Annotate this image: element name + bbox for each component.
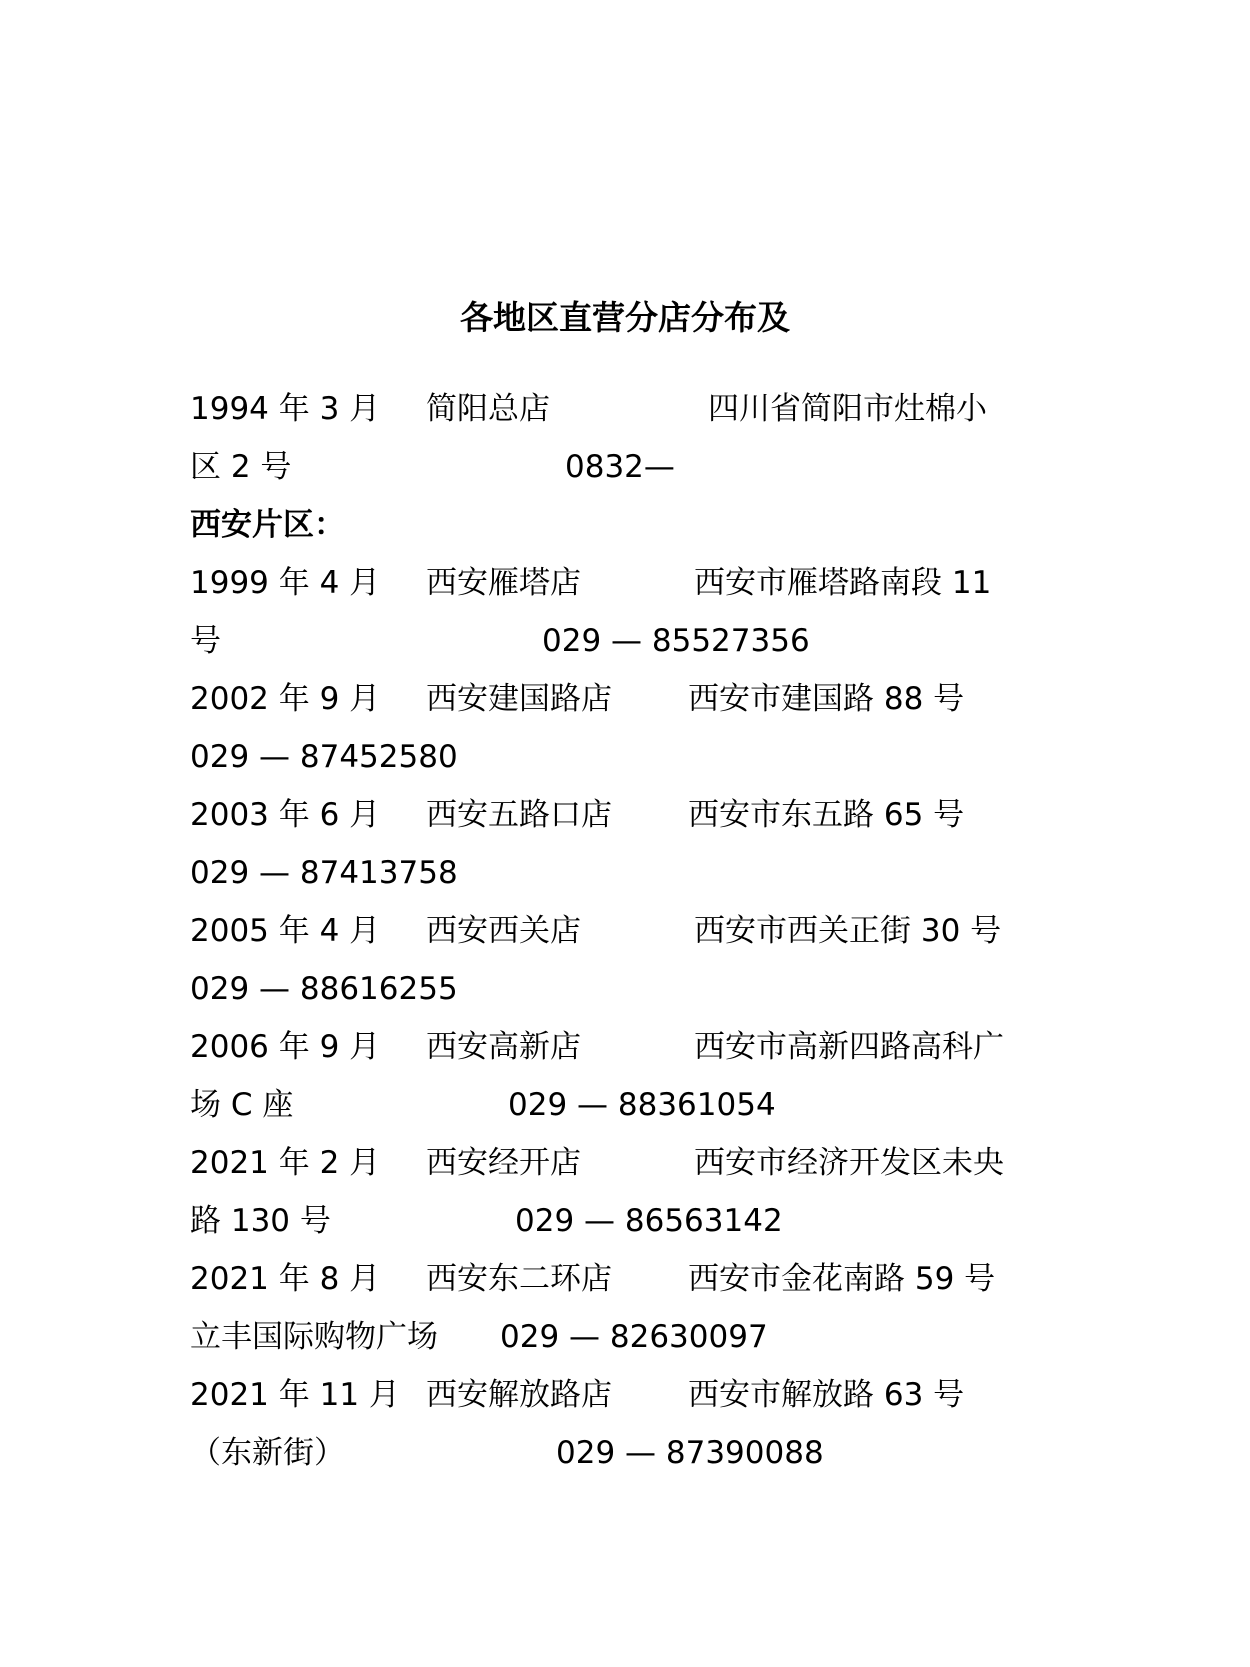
- store-address: 西安市雁塔路南段 11: [694, 565, 992, 601]
- store-date: 2006 年 9 月: [190, 1029, 381, 1065]
- store-date: 2021 年 2 月: [190, 1145, 381, 1181]
- hq-address: 四川省简阳市灶棉小: [708, 391, 987, 427]
- store-date: 2021 年 11 月: [190, 1377, 400, 1413]
- store-date: 2005 年 4 月: [190, 913, 381, 949]
- store-phone: 029 — 86563142: [515, 1203, 783, 1239]
- store-address: 西安市金花南路 59 号: [688, 1261, 996, 1297]
- store-phone: 029 — 88616255: [190, 971, 458, 1007]
- store-address: 西安市经济开发区未央: [694, 1145, 1004, 1181]
- store-date: 2021 年 8 月: [190, 1261, 381, 1297]
- store-address: 西安市解放路 63 号: [688, 1377, 965, 1413]
- store-name: 西安高新店: [426, 1029, 581, 1065]
- region-heading: 西安片区：: [190, 507, 345, 543]
- document-title: 各地区直营分店分布及: [460, 298, 790, 337]
- store-name: 西安建国路店: [426, 681, 612, 717]
- store-date: 1999 年 4 月: [190, 565, 381, 601]
- store-address-cont: 号: [190, 623, 221, 659]
- store-phone: 029 — 87390088: [556, 1435, 824, 1471]
- store-address-cont: 立丰国际购物广场: [190, 1319, 438, 1355]
- store-address: 西安市建国路 88 号: [688, 681, 965, 717]
- store-name: 西安雁塔店: [426, 565, 581, 601]
- store-phone: 029 — 87413758: [190, 855, 458, 891]
- store-address: 西安市高新四路高科广: [694, 1029, 1004, 1065]
- store-phone: 029 — 85527356: [542, 623, 810, 659]
- store-phone: 029 — 82630097: [500, 1319, 768, 1355]
- store-name: 西安五路口店: [426, 797, 612, 833]
- store-address-cont: 场 C 座: [190, 1087, 294, 1123]
- store-address-cont: （东新街）: [190, 1435, 345, 1471]
- store-date: 2003 年 6 月: [190, 797, 381, 833]
- store-address-cont: 路 130 号: [190, 1203, 331, 1239]
- store-name: 西安经开店: [426, 1145, 581, 1181]
- store-address: 西安市西关正街 30 号: [694, 913, 1002, 949]
- store-address: 西安市东五路 65 号: [688, 797, 965, 833]
- store-name: 西安西关店: [426, 913, 581, 949]
- store-name: 西安解放路店: [426, 1377, 612, 1413]
- store-date: 2002 年 9 月: [190, 681, 381, 717]
- store-phone: 029 — 87452580: [190, 739, 458, 775]
- store-phone: 029 — 88361054: [508, 1087, 776, 1123]
- store-name: 西安东二环店: [426, 1261, 612, 1297]
- hq-phone: 0832—: [565, 449, 675, 485]
- hq-date: 1994 年 3 月: [190, 391, 381, 427]
- hq-name: 简阳总店: [426, 391, 550, 427]
- hq-address-cont: 区 2 号: [190, 449, 292, 485]
